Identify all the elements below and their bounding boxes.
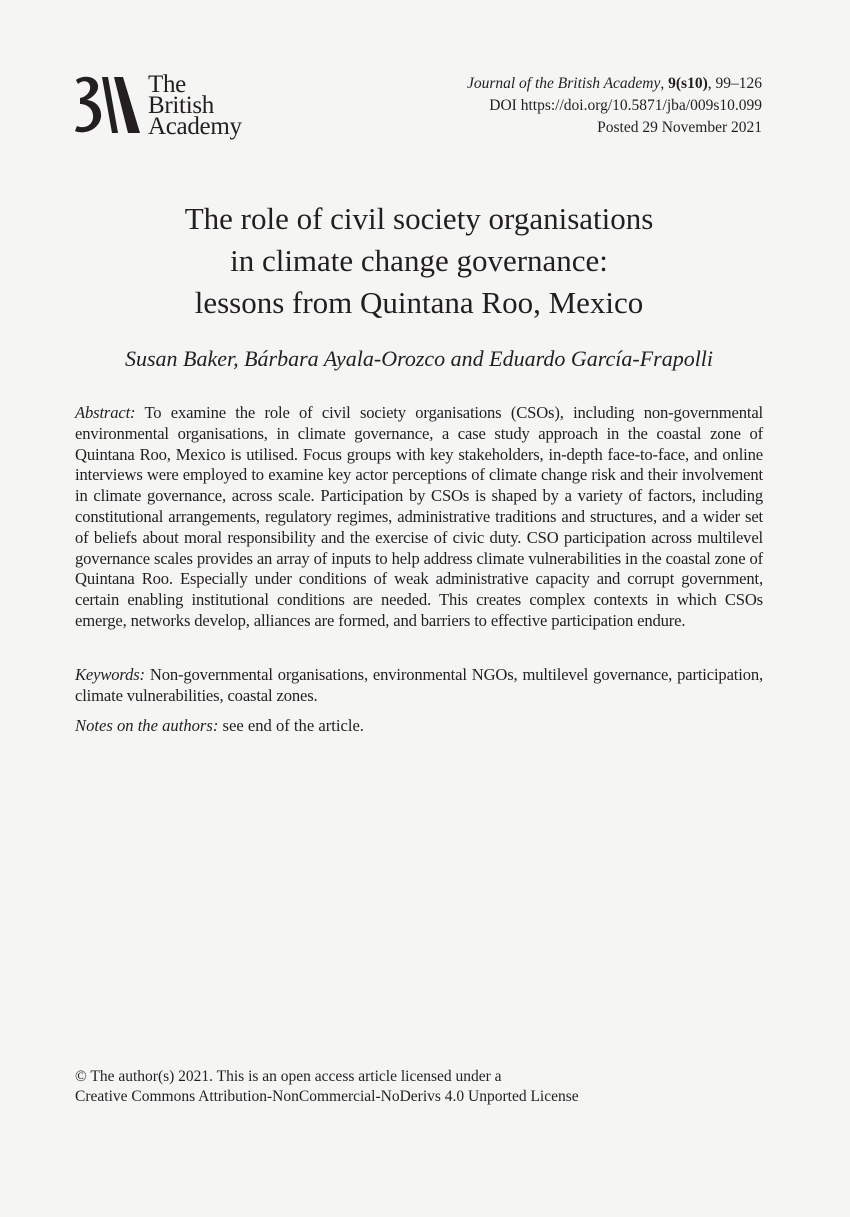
journal-volume: 9(s10)	[668, 75, 708, 92]
license-line-2: Creative Commons Attribution-NonCommercial-NoDerivs 4.0 Unported License	[75, 1088, 579, 1105]
abstract	[75, 403, 763, 632]
journal-name: Journal of the British Academy	[466, 75, 661, 92]
abstract-label: Abstract:	[75, 403, 136, 422]
notes-label: Notes on the authors:	[75, 716, 219, 735]
author-notes	[75, 716, 763, 737]
logo-line-british: British	[148, 92, 214, 119]
journal-line	[467, 73, 762, 95]
logo-wordmark	[148, 71, 242, 140]
article-title	[75, 198, 763, 324]
title-line-2: in climate change governance:	[230, 243, 608, 278]
journal-citation	[467, 73, 762, 139]
journal-separator: ,	[660, 75, 669, 92]
title-line-1: The role of civil society organisations	[184, 201, 654, 236]
posted-date: Posted 29 November 2021	[597, 119, 762, 136]
notes-text: see end of the article.	[222, 716, 364, 735]
article-authors: Susan Baker, Bárbara Ayala-Orozco and Eduardo García-Frapolli	[124, 346, 714, 371]
british-academy-logo-mark-icon	[72, 74, 142, 136]
license-statement	[75, 1067, 763, 1107]
keywords	[75, 665, 763, 707]
keywords-text: Non-governmental organisations, environmental NGOs, multilevel governance, participation, climate vulnerabilities, coastal zones.	[75, 665, 763, 705]
logo-line-the: The	[148, 71, 186, 98]
title-line-3: lessons from Quintana Roo, Mexico	[194, 285, 644, 320]
journal-pages: , 99–126	[707, 75, 762, 92]
british-academy-logo	[72, 71, 242, 140]
license-line-1: © The author(s) 2021. This is an open access article licensed under a	[75, 1068, 502, 1085]
abstract-text: To examine the role of civil society organisations (CSOs), including non-governmental environmental organisations, in climate governance, a case study approach in the coastal zone of Quintana Roo, Mexico is utilised. Focus groups with key stakeholders, in-depth face-to-face, and online interviews were employed to examine key actor perceptions of climate change risk and their involvement in climate governance, across scale. Participation by CSOs is shaped by a variety of factors, including constitutional arrangements, regulatory regimes, administrative traditions and structures, and a wider set of beliefs about moral responsibility and the exercise of civic duty. CSO participation across multilevel governance scales provides an array of inputs to help address climate vulnerabilities in the coastal zone of Quintana Roo. Especially under conditions of weak administrative capacity and corrupt government, certain enabling institutional conditions are needed. This creates complex contexts in which CSOs emerge, networks develop, alliances are formed, and barriers to effective participation endure.	[75, 403, 763, 630]
keywords-label: Keywords:	[75, 665, 145, 684]
logo-line-academy: Academy	[148, 113, 242, 140]
doi-line: DOI https://doi.org/10.5871/jba/009s10.099	[489, 97, 762, 114]
